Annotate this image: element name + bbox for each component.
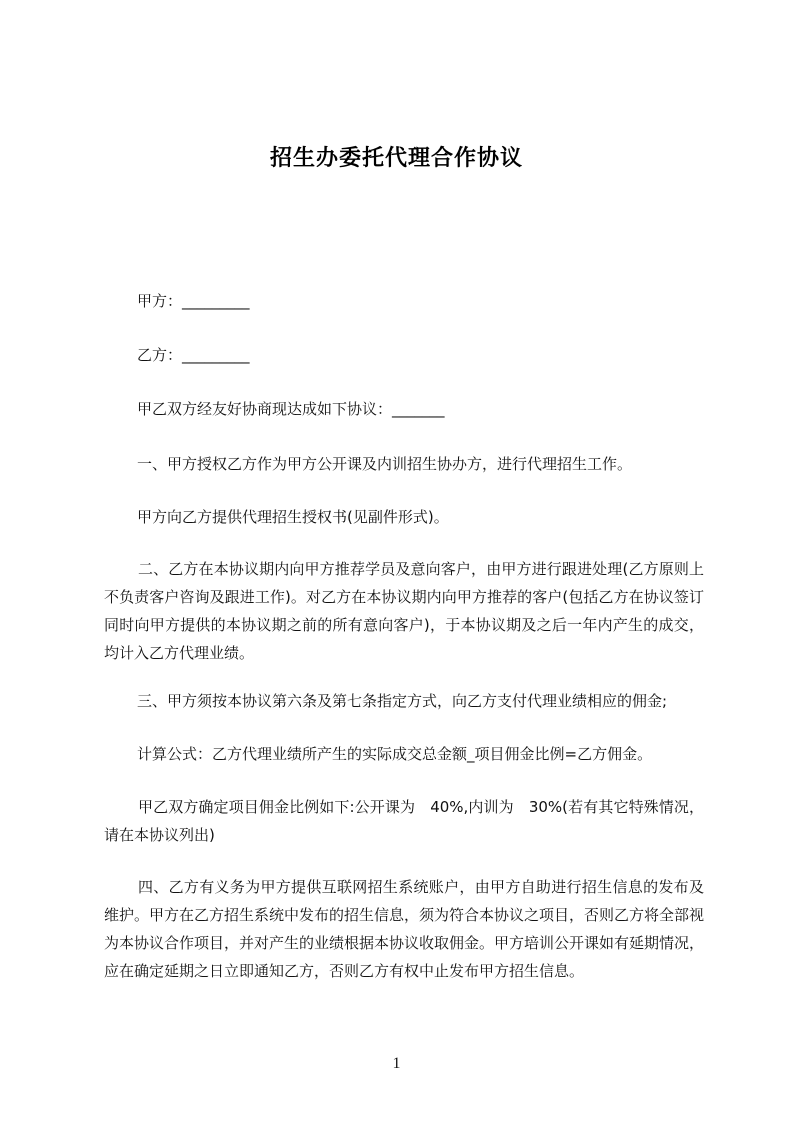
document-title: 招生办委托代理合作协议	[269, 146, 523, 171]
page-number: 1	[392, 1055, 401, 1072]
party-a-line: 甲方：_________	[137, 292, 250, 310]
commission-formula: 计算公式：乙方代理业绩所产生的实际成交总金额_项目佣金比例=乙方佣金。	[137, 745, 653, 763]
clause-4: 四、乙方有义务为甲方提供互联网招生系统账户，由甲方自助进行招生信息的发布及维护。甲方在乙方招生系统中发布的招生信息，须为符合本协议之项目，否则乙方将全部视为本协议合作项目，并对产生的业绩根据本协议收取佣金。甲方培训公开课如有延期情况，应在确定延期之日立即通知乙方，否则乙方有权中止发布甲方招生信息。	[104, 878, 705, 980]
clause-2: 二、乙方在本协议期内向甲方推荐学员及意向客户，由甲方进行跟进处理(乙方原则上不负责客户咨询及跟进工作)。对乙方在本协议期内向甲方推荐的客户(包括乙方在协议签订同时向甲方提供的本协议期之前的所有意向客户)，于本协议期及之后一年内产生的成交，均计入乙方代理业绩。	[104, 560, 704, 662]
clause-1: 一、甲方授权乙方作为甲方公开课及内训招生协办方，进行代理招生工作。	[137, 455, 633, 473]
party-b-line: 乙方：_________	[137, 346, 250, 364]
agreement-intro: 甲乙双方经友好协商现达成如下协议：_______	[137, 400, 445, 418]
clause-3: 三、甲方须按本协议第六条及第七条指定方式，向乙方支付代理业绩相应的佣金;	[137, 692, 668, 710]
commission-ratio: 甲乙双方确定项目佣金比例如下:公开课为 40%,内训为 30%(若有其它特殊情况，请在本协议列出)	[104, 798, 704, 844]
clause-1-note: 甲方向乙方提供代理招生授权书(见副件形式)。	[137, 508, 449, 526]
